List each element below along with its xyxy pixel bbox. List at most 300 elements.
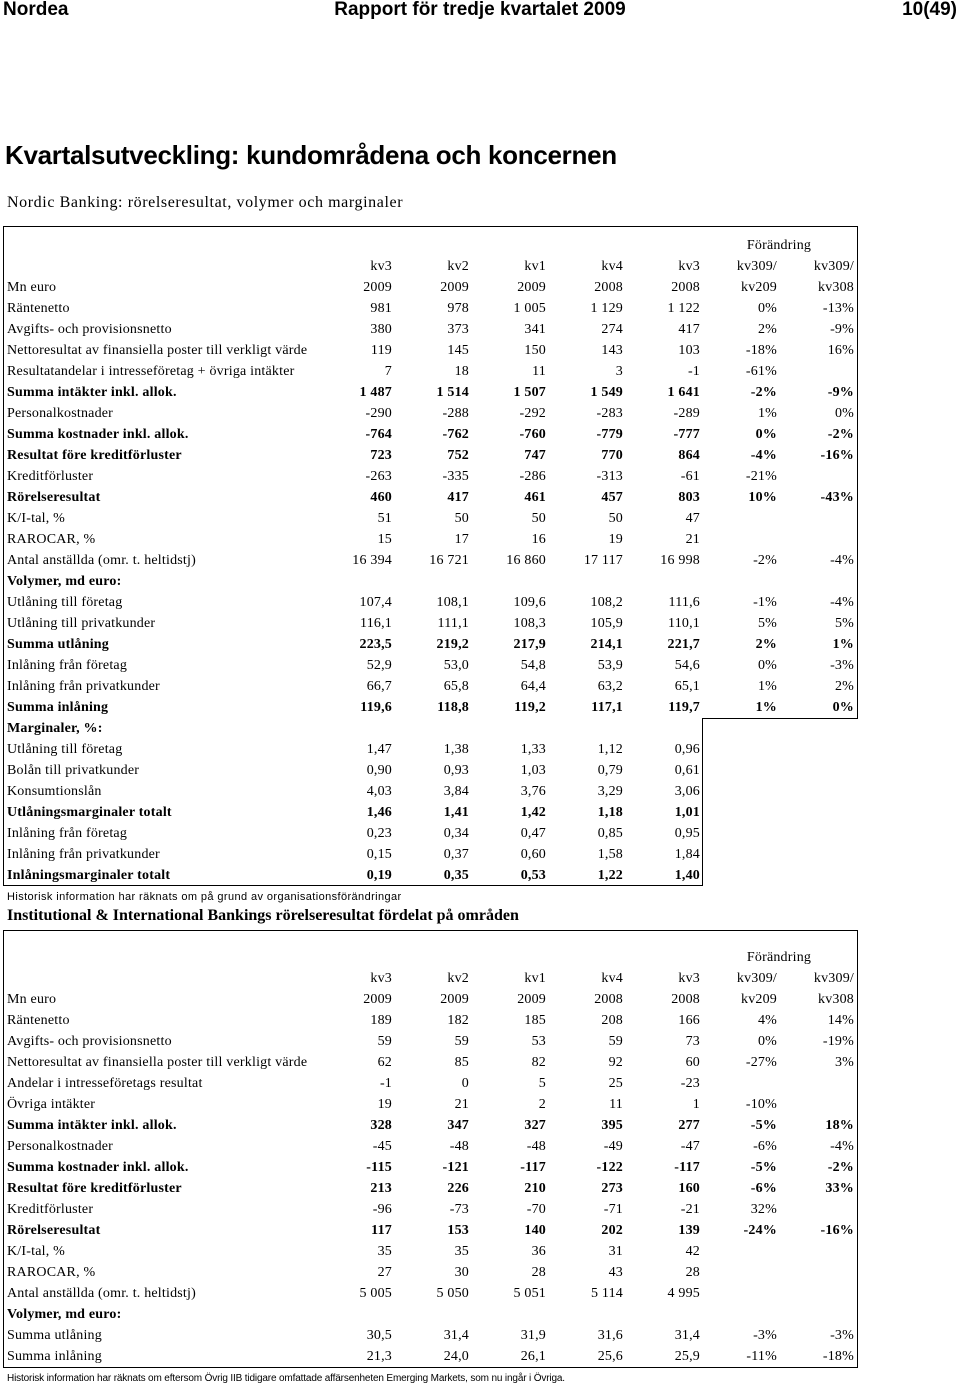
row-value: 117 [371, 1223, 392, 1238]
section-row [3, 718, 856, 739]
table-row [3, 466, 856, 487]
period-header-spacer [3, 968, 317, 989]
row-value: 119,2 [514, 700, 546, 715]
row-value: 223,5 [359, 637, 392, 652]
unit-label: Mn euro [7, 280, 57, 295]
table-row [3, 319, 856, 340]
row-value: 3,06 [674, 784, 700, 799]
row-label: Summa kostnader inkl. allok. [7, 427, 189, 442]
year-header: 2009 [440, 992, 469, 1007]
row-value: 110,1 [668, 616, 700, 631]
period-header: kv3 [370, 971, 392, 986]
row-value: 461 [524, 490, 546, 505]
row-label: Andelar i intresseföretags resultat [7, 1076, 203, 1091]
row-value: 16 [531, 532, 546, 547]
table-row [3, 340, 856, 361]
row-value: 219,2 [436, 637, 469, 652]
row-value: 4,03 [366, 784, 392, 799]
table-row [3, 1346, 856, 1367]
row-value: 36 [531, 1244, 546, 1259]
row-value: 0,35 [443, 868, 469, 883]
row-value: 116,1 [360, 616, 392, 631]
row-value: 11 [532, 364, 546, 379]
table-row [3, 1136, 856, 1157]
row-label: Antal anställda (omr. t. heltidstj) [7, 553, 196, 568]
row-value: -4% [830, 595, 854, 610]
row-value: 50 [531, 511, 546, 526]
table-border-step-horizontal [702, 718, 858, 719]
row-value: 16 721 [429, 553, 469, 568]
row-value: 182 [447, 1013, 469, 1028]
row-label: Inlåning från privatkunder [7, 847, 160, 862]
row-label: Utlåning till privatkunder [7, 616, 156, 631]
row-value: 1,40 [674, 868, 700, 883]
row-value: 3 [615, 364, 623, 379]
row-value: 1 507 [513, 385, 546, 400]
row-value: -9% [830, 322, 854, 337]
table-row [3, 634, 856, 655]
period-header: kv309/ [736, 259, 777, 274]
row-value: -263 [365, 469, 392, 484]
table-row [3, 529, 856, 550]
row-value: 0,79 [597, 763, 623, 778]
row-value: -18% [745, 343, 777, 358]
table-row [3, 1115, 856, 1136]
table-row [3, 1220, 856, 1241]
row-value: 59 [377, 1034, 392, 1049]
row-value: 17 117 [583, 553, 623, 568]
row-value: 24,0 [443, 1349, 469, 1364]
period-header-row [3, 968, 856, 989]
row-value: 52,9 [366, 658, 392, 673]
row-value: 50 [454, 511, 469, 526]
row-value: 43 [608, 1265, 623, 1280]
year-header: kv308 [818, 992, 854, 1007]
page-number: 10(49) [902, 0, 957, 20]
row-value: -18% [822, 1349, 854, 1364]
table-row [3, 487, 856, 508]
table-row [3, 592, 856, 613]
row-value: 53,9 [597, 658, 623, 673]
row-value: 395 [601, 1118, 623, 1133]
row-value: -11% [746, 1349, 777, 1364]
row-value: 28 [685, 1265, 700, 1280]
row-value: 1 129 [590, 301, 623, 316]
row-value: 35 [377, 1244, 392, 1259]
row-label: Volymer, md euro: [7, 1307, 122, 1322]
row-value: 166 [678, 1013, 700, 1028]
row-value: 107,4 [359, 595, 392, 610]
row-value: 3,29 [597, 784, 623, 799]
row-value: 1 549 [590, 385, 623, 400]
row-value: 273 [601, 1181, 623, 1196]
row-value: 17 [454, 532, 469, 547]
row-value: -49 [603, 1139, 623, 1154]
row-value: 217,9 [513, 637, 546, 652]
period-header: kv309/ [813, 259, 854, 274]
row-value: -61 [680, 469, 700, 484]
row-value: -43% [820, 490, 854, 505]
table-row [3, 1052, 856, 1073]
row-value: 10% [748, 490, 777, 505]
row-value: 1,46 [366, 805, 392, 820]
row-value: 0% [834, 406, 854, 421]
row-value: -2% [753, 553, 777, 568]
row-value: 65,8 [443, 679, 469, 694]
row-value: 4 995 [667, 1286, 700, 1301]
row-value: 221,7 [667, 637, 700, 652]
change-header: Förändring [746, 238, 812, 253]
row-value: 0,34 [443, 826, 469, 841]
year-header: 2009 [517, 280, 546, 295]
row-value: 108,2 [590, 595, 623, 610]
table-row [3, 1157, 856, 1178]
row-value: 53,0 [443, 658, 469, 673]
row-value: -3% [830, 1328, 854, 1343]
row-value: 16% [827, 343, 854, 358]
period-header: kv1 [524, 971, 546, 986]
row-value: 1,01 [674, 805, 700, 820]
row-label: Antal anställda (omr. t. heltidstj) [7, 1286, 196, 1301]
row-value: 111,6 [668, 595, 700, 610]
row-value: 53 [531, 1034, 546, 1049]
row-value: 978 [447, 301, 469, 316]
row-value: 457 [601, 490, 623, 505]
row-value: -16% [820, 448, 854, 463]
row-value: -61% [745, 364, 777, 379]
row-value: 15 [377, 532, 392, 547]
row-value: -6% [753, 1139, 777, 1154]
row-value: 770 [601, 448, 623, 463]
row-value: 1% [832, 637, 854, 652]
row-value: 25,6 [597, 1349, 623, 1364]
row-value: -2% [827, 427, 854, 442]
row-value: 109,6 [513, 595, 546, 610]
row-value: 2% [755, 637, 777, 652]
period-header: kv3 [370, 259, 392, 274]
row-value: 214,1 [590, 637, 623, 652]
row-value: 7 [384, 364, 392, 379]
row-value: 30,5 [366, 1328, 392, 1343]
row-value: 31,9 [520, 1328, 546, 1343]
iib-table [3, 947, 856, 1367]
row-value: 82 [531, 1055, 546, 1070]
row-value: 31,6 [597, 1328, 623, 1343]
row-value: -762 [442, 427, 469, 442]
row-value: 1 005 [513, 301, 546, 316]
row-value: 380 [370, 322, 392, 337]
row-value: 143 [601, 343, 623, 358]
row-value: 1,38 [443, 742, 469, 757]
year-header: 2008 [594, 992, 623, 1007]
row-value: 4% [757, 1013, 777, 1028]
period-header-row [3, 256, 856, 277]
table-row [3, 403, 856, 424]
table-border-bottom [3, 1367, 858, 1368]
row-value: -1% [753, 595, 777, 610]
row-value: 5% [834, 616, 854, 631]
row-label: Summa inlåning [7, 700, 109, 715]
row-value: 16 998 [660, 553, 700, 568]
row-value: 27 [377, 1265, 392, 1280]
row-value: -117 [674, 1160, 700, 1175]
year-header: kv209 [741, 992, 777, 1007]
row-value: -3% [830, 658, 854, 673]
row-value: -760 [519, 427, 546, 442]
table-border-bottom [3, 885, 703, 886]
table-row [3, 613, 856, 634]
row-value: 1% [757, 406, 777, 421]
row-value: 1 487 [359, 385, 392, 400]
row-value: 373 [447, 322, 469, 337]
row-value: 33% [825, 1181, 854, 1196]
row-value: 32% [750, 1202, 777, 1217]
table-row [3, 382, 856, 403]
row-value: 31 [608, 1244, 623, 1259]
row-value: -27% [745, 1055, 777, 1070]
row-value: 5 050 [436, 1286, 469, 1301]
row-value: 18 [454, 364, 469, 379]
table-row [3, 424, 856, 445]
row-value: 341 [524, 322, 546, 337]
row-label: Resultat före kreditförluster [7, 1181, 182, 1196]
row-value: -23 [680, 1076, 700, 1091]
row-value: 139 [678, 1223, 700, 1238]
row-label: Resultat före kreditförluster [7, 448, 182, 463]
row-label: Räntenetto [7, 301, 70, 316]
row-value: -3% [753, 1328, 777, 1343]
row-label: Utlåning till företag [7, 742, 123, 757]
row-value: 213 [370, 1181, 392, 1196]
row-label: Summa kostnader inkl. allok. [7, 1160, 189, 1175]
row-value: 1,42 [520, 805, 546, 820]
row-value: -48 [449, 1139, 469, 1154]
row-value: 0% [832, 700, 854, 715]
row-value: -24% [743, 1223, 777, 1238]
row-label: Kreditförluster [7, 1202, 94, 1217]
row-label: Inlåning från privatkunder [7, 679, 160, 694]
row-value: 50 [608, 511, 623, 526]
period-header: kv3 [678, 971, 700, 986]
row-value: 0,23 [366, 826, 392, 841]
table-row [3, 361, 856, 382]
row-label: Avgifts- och provisionsnetto [7, 322, 172, 337]
table-row [3, 697, 856, 718]
period-header: kv4 [601, 259, 623, 274]
row-value: 2% [757, 322, 777, 337]
row-value: 185 [524, 1013, 546, 1028]
row-value: 47 [685, 511, 700, 526]
row-value: 0,47 [520, 826, 546, 841]
row-value: 723 [370, 448, 392, 463]
table-row [3, 760, 856, 781]
nordic-banking-heading: Nordic Banking: rörelseresultat, volymer och marginaler [7, 194, 404, 211]
row-value: 2 [538, 1097, 546, 1112]
row-value: -779 [596, 427, 623, 442]
row-value: -1 [687, 364, 700, 379]
row-value: 66,7 [366, 679, 392, 694]
row-value: 25,9 [674, 1349, 700, 1364]
row-value: -47 [680, 1139, 700, 1154]
row-value: 981 [370, 301, 392, 316]
row-value: 16 860 [506, 553, 546, 568]
row-value: 0% [755, 427, 777, 442]
row-value: -764 [365, 427, 392, 442]
row-value: 28 [531, 1265, 546, 1280]
row-value: 1,47 [366, 742, 392, 757]
row-value: 64,4 [520, 679, 546, 694]
unit-label: Mn euro [7, 992, 57, 1007]
row-label: K/I-tal, % [7, 511, 65, 526]
row-value: -70 [526, 1202, 546, 1217]
period-header: kv309/ [813, 971, 854, 986]
row-value: 752 [447, 448, 469, 463]
row-label: Utlåningsmarginaler totalt [7, 805, 172, 820]
table-row [3, 1178, 856, 1199]
row-value: 1,12 [597, 742, 623, 757]
row-value: -9% [827, 385, 854, 400]
table-border-right [857, 930, 858, 1368]
table-border-right [857, 226, 858, 719]
table-row [3, 781, 856, 802]
page-header [0, 0, 960, 22]
period-header: kv4 [601, 971, 623, 986]
row-value: -21 [680, 1202, 700, 1217]
row-label: Summa utlåning [7, 1328, 102, 1343]
row-value: 21,3 [366, 1349, 392, 1364]
company-name: Nordea [3, 0, 69, 20]
row-value: 0,60 [520, 847, 546, 862]
row-value: 2% [834, 679, 854, 694]
row-value: 0,37 [443, 847, 469, 862]
year-header-row [3, 989, 856, 1010]
row-value: 5 051 [513, 1286, 546, 1301]
row-label: Bolån till privatkunder [7, 763, 140, 778]
row-value: -19% [822, 1034, 854, 1049]
row-value: 202 [601, 1223, 623, 1238]
row-value: 0 [461, 1076, 469, 1091]
row-value: 150 [524, 343, 546, 358]
year-header: 2009 [363, 992, 392, 1007]
table-row [3, 508, 856, 529]
period-header: kv2 [447, 259, 469, 274]
year-header: kv209 [741, 280, 777, 295]
row-value: -335 [442, 469, 469, 484]
period-header-spacer [3, 256, 317, 277]
table-row [3, 1199, 856, 1220]
row-value: 0,96 [674, 742, 700, 757]
row-value: 0,90 [366, 763, 392, 778]
row-value: 3,84 [443, 784, 469, 799]
row-value: 189 [370, 1013, 392, 1028]
page-title: Kvartalsutveckling: kundområdena och koncernen [5, 140, 617, 170]
row-value: 0,19 [366, 868, 392, 883]
row-value: -21% [745, 469, 777, 484]
row-value: 153 [447, 1223, 469, 1238]
row-value: 30 [454, 1265, 469, 1280]
table-border-step-vertical [702, 718, 703, 886]
row-value: 0% [757, 1034, 777, 1049]
row-value: 54,6 [674, 658, 700, 673]
year-header: 2009 [517, 992, 546, 1007]
row-value: -288 [442, 406, 469, 421]
row-value: -4% [830, 553, 854, 568]
table-row [3, 1262, 856, 1283]
row-label: Nettoresultat av finansiella poster till verkligt värde [7, 343, 308, 358]
table-row [3, 823, 856, 844]
row-value: 51 [377, 511, 392, 526]
table-row [3, 676, 856, 697]
row-value: 417 [447, 490, 469, 505]
row-value: 31,4 [443, 1328, 469, 1343]
row-value: -286 [519, 469, 546, 484]
table-row [3, 802, 856, 823]
row-label: Summa inlåning [7, 1349, 102, 1364]
row-value: 63,2 [597, 679, 623, 694]
row-label: Konsumtionslån [7, 784, 102, 799]
row-label: Rörelseresultat [7, 490, 101, 505]
row-value: -290 [365, 406, 392, 421]
table-row [3, 1031, 856, 1052]
table-row [3, 1010, 856, 1031]
row-value: 19 [377, 1097, 392, 1112]
row-value: -4% [830, 1139, 854, 1154]
row-value: 1% [755, 700, 777, 715]
row-label: Kreditförluster [7, 469, 94, 484]
row-value: 73 [685, 1034, 700, 1049]
row-label: Nettoresultat av finansiella poster till verkligt värde [7, 1055, 308, 1070]
iib-note: Historisk information har räknats om eftersom Övrig IIB tidigare omfattade affärsenheten Emerging Markets, som nu ingår i Övriga. [7, 1373, 565, 1384]
row-value: 1% [757, 679, 777, 694]
row-value: 14% [827, 1013, 854, 1028]
row-label: Avgifts- och provisionsnetto [7, 1034, 172, 1049]
row-value: -2% [750, 385, 777, 400]
row-value: 1,41 [443, 805, 469, 820]
row-value: -4% [750, 448, 777, 463]
row-value: 11 [609, 1097, 623, 1112]
section-row [3, 1304, 856, 1325]
row-value: 85 [454, 1055, 469, 1070]
row-value: 21 [685, 532, 700, 547]
row-value: 1 641 [667, 385, 700, 400]
table-row [3, 1073, 856, 1094]
row-value: 119,7 [668, 700, 700, 715]
row-value: 18% [825, 1118, 854, 1133]
row-label: Utlåning till företag [7, 595, 123, 610]
row-value: 0,15 [366, 847, 392, 862]
table-border-top [3, 930, 858, 931]
row-value: 208 [601, 1013, 623, 1028]
row-label: RAROCAR, % [7, 1265, 96, 1280]
row-label: Inlåningsmarginaler totalt [7, 868, 171, 883]
row-label: Marginaler, %: [7, 721, 103, 736]
row-value: 417 [678, 322, 700, 337]
row-value: 3,76 [520, 784, 546, 799]
row-value: 59 [608, 1034, 623, 1049]
row-value: 119,6 [360, 700, 392, 715]
row-value: 747 [524, 448, 546, 463]
year-header: 2009 [440, 280, 469, 295]
row-value: 347 [447, 1118, 469, 1133]
row-value: 92 [608, 1055, 623, 1070]
table-row [3, 298, 856, 319]
row-value: 108,3 [513, 616, 546, 631]
row-value: 25 [608, 1076, 623, 1091]
row-value: 226 [447, 1181, 469, 1196]
row-value: 59 [454, 1034, 469, 1049]
row-value: 327 [524, 1118, 546, 1133]
year-header: 2008 [594, 280, 623, 295]
